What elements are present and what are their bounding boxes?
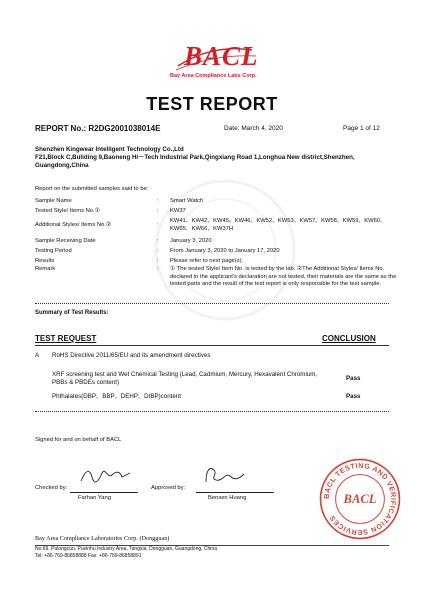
field-value: January 3, 2020 (170, 238, 212, 244)
company-seal-stamp (318, 457, 402, 541)
field-label: Remark (35, 266, 56, 272)
checked-signature-line (70, 492, 138, 493)
conclusion-pass: Pass (346, 393, 361, 400)
approved-signature-line (196, 492, 274, 493)
field-label: Additional Styles/ Items No.② (35, 222, 112, 228)
signed-for-text: Signed for and on behalf of BACL (35, 437, 122, 443)
field-value: ① The tested Style/ Item No. is tested by the lab. ②The Additional Styles/ Items No. declared in the applicant's declaration are not tested, their materials are the same as the tested parts and the result of the test report is only responsible for the test sample. (170, 266, 397, 288)
footer-address: No.69, Pulongcun, Puxinhu Industry Area, Tangxia, Dongguan, Guangdong, China (35, 546, 217, 552)
company-name: Shenzhen Kingwear Intelligent Technology Co.,Ltd (35, 146, 184, 153)
report-date: Date: March 4, 2020 (224, 125, 283, 132)
field-colon: : (157, 198, 159, 204)
field-label: Results (35, 258, 55, 264)
col-conclusion: CONCLUSION (322, 334, 376, 343)
logo-brand: BACL (184, 41, 259, 71)
section-title: RoHS Directive 2011/65/EU and its amendment directives (52, 352, 211, 359)
checked-by-label: Checked by: (35, 485, 68, 491)
field-label: Sample Receiving Date (35, 238, 96, 244)
approved-by-label: Approved by: (151, 485, 186, 491)
field-label: Sample Name (35, 198, 72, 204)
divider (35, 303, 389, 304)
request-row: Phthalates(DBP、BBP、DEHP、DIBP)content (52, 393, 181, 400)
divider (35, 411, 389, 412)
report-number-label: REPORT No.: (35, 124, 87, 133)
field-colon: : (157, 248, 159, 254)
approved-by-name: Bensen Huang (208, 495, 247, 501)
field-value: Please refer to next page(s). (170, 258, 244, 264)
field-label: Tested Style/ Items No.① (35, 208, 100, 214)
farhan-yang-signature (78, 465, 134, 487)
request-row: XRF screening test and Wet Chemical Testing (Lead, Cadmium, Mercury, Hexavalent Chromium, PBBs & PBDEs content) (52, 371, 318, 386)
table-header-rule (35, 345, 389, 346)
checked-by-name: Farhan Yang (78, 495, 111, 501)
field-label: Testing Period (35, 248, 72, 254)
summary-title: Summary of Test Results: (35, 310, 109, 316)
page-title: TEST REPORT (146, 94, 278, 114)
logo-subtitle: Bay Area Compliance Labs Corp. (170, 73, 257, 79)
field-colon: : (157, 208, 159, 214)
report-number (35, 124, 160, 133)
field-value: Smart Watch (170, 198, 204, 204)
bacl-logo (172, 40, 258, 86)
intro-text: Report on the submitted samples said to be: (35, 186, 149, 192)
report-number-value: R2DG2001038014E (88, 124, 161, 133)
conclusion-pass: Pass (346, 375, 361, 382)
footer-contact: Tel: +86-769-86858888 Fax: +86-769-86858891 (35, 553, 142, 559)
field-value: KW41、KW42、KW45、KW46、KW52、KW53、KW57、KW58、KW59、KW60、KW65、KW66、KW37H (170, 218, 386, 232)
field-colon: : (157, 238, 159, 244)
bensen-huang-signature (200, 462, 250, 488)
page-number: Page 1 of 12 (343, 125, 380, 132)
stamp-ring-text: BACL TESTING AND VERIFICATION SERVICES (322, 461, 398, 537)
field-value: From January 3, 2020 to January 17, 2020 (170, 248, 280, 254)
footer-company: Bay Area Compliance Laboratories Corp. (Dongguan) (35, 535, 170, 542)
field-colon: : (157, 266, 159, 272)
section-letter: A (35, 352, 40, 359)
company-address: F21,Block C,Buliding 9,Baoneng Hi－Tech Industrial Park,Qingxiang Road 1,Longhua New district,Shenzhen, Guangdong,China (35, 154, 355, 170)
field-value: KW37 (170, 208, 186, 214)
field-colon: : (157, 258, 159, 264)
col-test-request: TEST REQUEST (35, 334, 97, 343)
field-colon: : (157, 222, 159, 228)
stamp-center-text: BACL (343, 492, 377, 507)
